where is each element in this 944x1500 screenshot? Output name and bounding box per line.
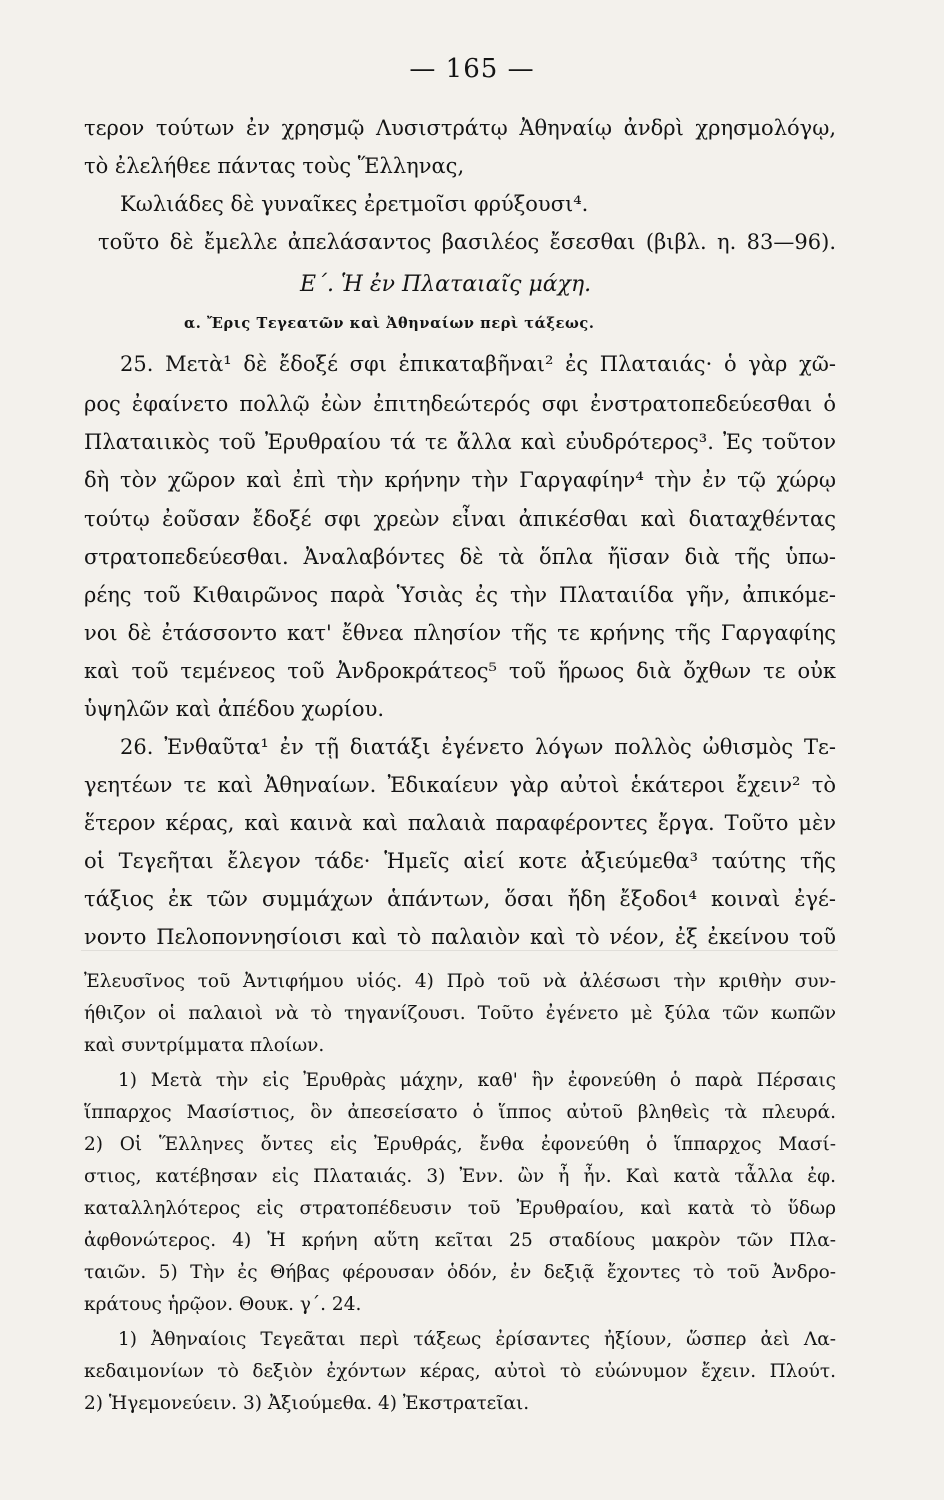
footnote-line: 1) Μετὰ τὴν εἰς Ἐρυθρὰς μάχην, καθ' ἣν ἐφονεύθη ὁ παρὰ Πέρσαις xyxy=(118,1070,836,1091)
footnote-line: ταιῶν. 5) Τὴν ἐς Θήβας φέρουσαν ὁδόν, ἐν δεξιᾷ ἔχοντες τὸ τοῦ Ἀνδρο- xyxy=(84,1262,836,1283)
paragraph-26-line: οἱ Τεγεῆται ἔλεγον τάδε· Ἡμεῖς αἰεί κοτε ἀξιεύμεθα³ ταύτης τῆς xyxy=(84,849,836,873)
footnote-line: κεδαιμονίων τὸ δεξιὸν ἐχόντων κέρας, αὐτοὶ τὸ εὐώνυμον ἔχειν. Πλούτ. xyxy=(84,1361,836,1382)
footnote-line: καταλληλότερος εἰς στρατοπέδευσιν τοῦ Ἐρυθραίου, καὶ κατὰ τὸ ὕδωρ xyxy=(84,1198,836,1219)
footnote-line: στιος, κατέβησαν εἰς Πλαταιάς. 3) Ἐνν. ὢν ἦ ἦν. Καὶ κατὰ τἆλλα ἐφ. xyxy=(84,1166,836,1187)
footnote-separator xyxy=(81,950,838,951)
footnote-line: Ἐλευσῖνος τοῦ Ἀντιφήμου υἱός. 4) Πρὸ τοῦ νὰ ἀλέσωσι τὴν κριθὴν συν- xyxy=(84,971,836,992)
paragraph-25-line: ρος ἐφαίνετο πολλῷ ἐὼν ἐπιτηδεώτερός σφι ἐνστρατοπεδεύεσθαι ὁ xyxy=(84,392,836,416)
paragraph-25-line: ὑψηλῶν καὶ ἀπέδου χωρίου. xyxy=(84,697,385,721)
paragraph-25-line: στρατοπεδεύεσθαι. Ἀναλαβόντες δὲ τὰ ὅπλα ἤϊσαν διὰ τῆς ὑπω- xyxy=(84,545,836,569)
paragraph-25-line: Πλαταιικὸς τοῦ Ἐρυθραίου τά τε ἄλλα καὶ εὐυδρότερος³. Ἐς τοῦτον xyxy=(84,430,836,454)
text-line: τοῦτο δὲ ἔμελλε ἀπελάσαντος βασιλέος ἔσεσθαι (βιβλ. η. 83—96). xyxy=(98,230,836,254)
paragraph-26-line: νοντο Πελοποννησίοισι καὶ τὸ παλαιὸν καὶ τὸ νέον, ἐξ ἐκείνου τοῦ xyxy=(84,925,836,949)
paragraph-25-line: 25. Μετὰ¹ δὲ ἔδοξέ σφι ἐπικαταβῆναι² ἐς Πλαταιάς· ὁ γὰρ χῶ- xyxy=(120,352,836,376)
paragraph-25-line: καὶ τοῦ τεμένεος τοῦ Ἀνδροκράτεος⁵ τοῦ ἥρωος διὰ ὄχθων τε οὐκ xyxy=(84,659,836,683)
footnote-line: 2) Ἡγεμονεύειν. 3) Ἀξιούμεθα. 4) Ἐκστρατεῖαι. xyxy=(84,1393,530,1414)
footnote-line: ήθιζον οἱ παλαιοὶ νὰ τὸ τηγανίζουσι. Τοῦτο ἐγένετο μὲ ξύλα τῶν κωπῶν xyxy=(84,1003,836,1024)
footnote-line: 1) Ἀθηναίοις Τεγεᾶται περὶ τάξεως ἐρίσαντες ἠξίουν, ὥσπερ ἀεὶ Λα- xyxy=(118,1329,836,1350)
paragraph-26-line: γεητέων τε καὶ Ἀθηναίων. Ἐδικαίευν γὰρ αὐτοὶ ἑκάτεροι ἔχειν² τὸ xyxy=(84,773,836,797)
section-subheading: α. Ἔρις Τεγεατῶν καὶ Ἀθηναίων περὶ τάξεως. xyxy=(184,315,595,332)
paragraph-25-line: νοι δὲ ἐτάσσοντο κατ' ἔθνεα πλησίον τῆς τε κρήνης τῆς Γαργαφίης xyxy=(84,621,836,645)
footnote-line: κράτους ἡρῷον. Θουκ. γ΄. 24. xyxy=(84,1294,362,1315)
paragraph-25-line: δὴ τὸν χῶρον καὶ ἐπὶ τὴν κρήνην τὴν Γαργαφίην⁴ τὴν ἐν τῷ χώρῳ xyxy=(84,468,836,492)
section-title: Ε΄. Ἡ ἐν Πλαταιαῖς μάχη. xyxy=(300,272,592,297)
paragraph-26-line: ἕτερον κέρας, καὶ καινὰ καὶ παλαιὰ παραφέροντες ἔργα. Τοῦτο μὲν xyxy=(84,811,836,835)
text-line: τερον τούτων ἐν χρησμῷ Λυσιστράτῳ Ἀθηναίῳ ἀνδρὶ χρησμολόγῳ, xyxy=(84,116,836,140)
footnote-line: 2) Οἱ Ἕλληνες ὄντες εἰς Ἐρυθράς, ἔνθα ἐφονεύθη ὁ ἵππαρχος Μασί- xyxy=(84,1134,836,1155)
page-number: — 165 — xyxy=(409,54,535,84)
footnote-line: καὶ συντρίμματα πλοίων. xyxy=(84,1035,325,1056)
text-line: τὸ ἐλελήθεε πάντας τοὺς Ἕλληνας, xyxy=(84,154,465,178)
paragraph-26-line: 26. Ἐνθαῦτα¹ ἐν τῇ διατάξι ἐγένετο λόγων πολλὸς ὠθισμὸς Τε- xyxy=(120,735,836,759)
paragraph-25-line: τούτῳ ἐοῦσαν ἔδοξέ σφι χρεὼν εἶναι ἀπικέσθαι καὶ διαταχθέντας xyxy=(84,507,836,531)
text-line: Κωλιάδες δὲ γυναῖκες ἐρετμοῖσι φρύξουσι⁴. xyxy=(120,192,589,216)
paragraph-25-line: ρέης τοῦ Κιθαιρῶνος παρὰ Ὑσιὰς ἐς τὴν Πλαταιίδα γῆν, ἀπικόμε- xyxy=(84,583,836,607)
footnote-line: ἀφθονώτερος. 4) Ἡ κρήνη αὕτη κεῖται 25 σταδίους μακρὸν τῶν Πλα- xyxy=(84,1230,836,1251)
paragraph-26-line: τάξιος ἐκ τῶν συμμάχων ἁπάντων, ὅσαι ἤδη ἔξοδοι⁴ κοιναὶ ἐγέ- xyxy=(84,887,836,911)
footnote-line: ἵππαρχος Μασίστιος, ὃν ἀπεσείσατο ὁ ἵππος αὐτοῦ βληθεὶς τὰ πλευρά. xyxy=(84,1102,836,1123)
